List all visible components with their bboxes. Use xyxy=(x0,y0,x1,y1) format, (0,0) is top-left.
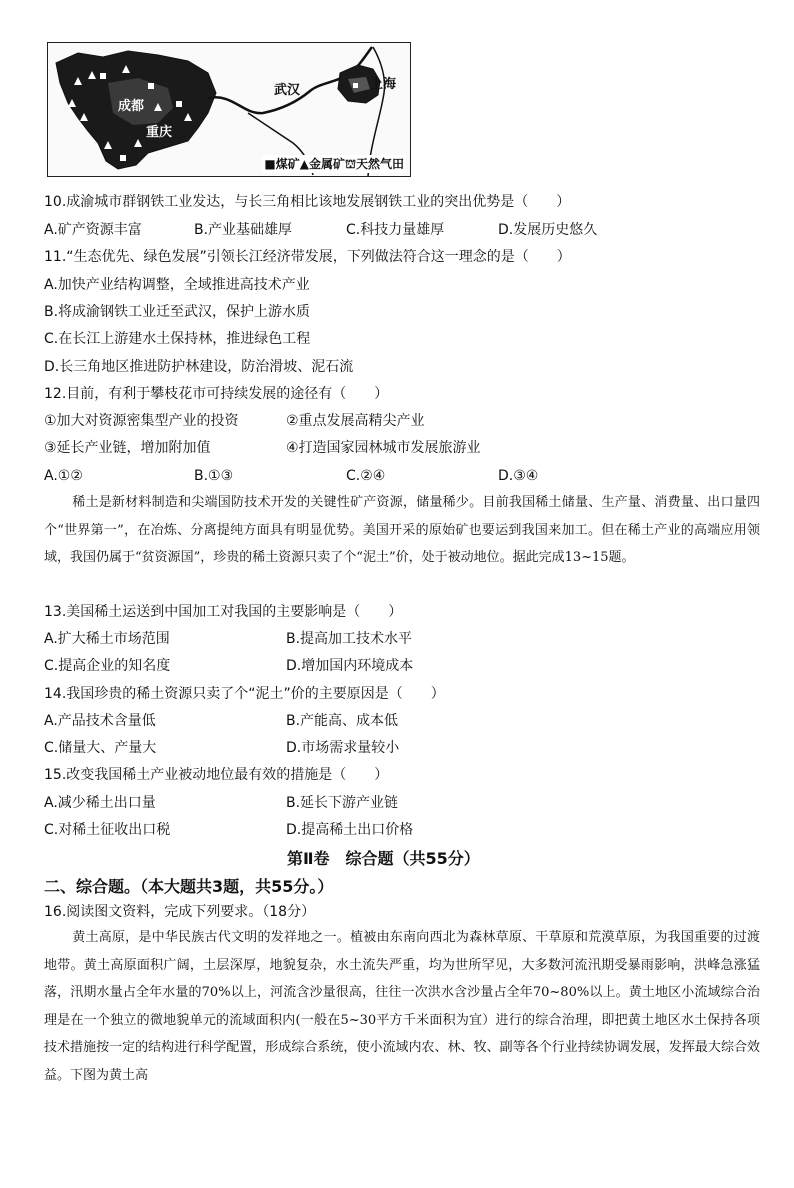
q12-statement-1: ①加大对资源密集型产业的投资 xyxy=(44,413,239,429)
q15-option-b: B.延长下游产业链 xyxy=(286,795,399,811)
map-label-chengdu: 成都 xyxy=(118,99,145,114)
q12-option-c: C.②④ xyxy=(346,468,386,484)
q10-option-b: B.产业基础雄厚 xyxy=(194,222,293,238)
q14-stem: 14.我国珍贵的稀土资源只卖了个“泥土”价的主要原因是（ ） xyxy=(44,686,445,702)
q16-stem: 16.阅读图文资料，完成下列要求。（18分） xyxy=(44,904,316,920)
q11-option-a: A.加快产业结构调整，全域推进高技术产业 xyxy=(44,277,310,293)
q11-option-b: B.将成渝钢铁工业迁至武汉，保护上游水质 xyxy=(44,304,311,320)
q12-option-d: D.③④ xyxy=(498,468,539,484)
q14-option-b: B.产能高、成本低 xyxy=(286,713,399,729)
q13-option-b: B.提高加工技术水平 xyxy=(286,631,413,647)
map-label-shanghai: 上海 xyxy=(370,77,397,92)
q12-statement-3: ③延长产业链，增加附加值 xyxy=(44,440,211,456)
q10-stem: 10.成渝城市群钢铁工业发达，与长三角相比该地发展钢铁工业的突出优势是（ ） xyxy=(44,194,571,210)
q15-option-d: D.提高稀土出口价格 xyxy=(286,822,414,838)
loess-plateau-passage xyxy=(44,924,760,1089)
rare-earth-passage xyxy=(44,489,760,572)
loess-plateau-passage-text: 黄土高原，是中华民族古代文明的发祥地之一。植被由东南向西北为森林草原、干草原和荒漠草原，为我国重要的过渡地带。黄土高原面积广阔，土层深厚，地貌复杂，水土流失严重，均为世所罕见，大多数河流汛期受暴雨影响，洪峰急涨猛落，汛期水量占全年水量的70%以上，河流含沙量很高，往往一次洪水含沙量占全年70~80%以上。黄土地区小流域综合治理是在一个独立的微地貌单元的流域面积内(一般在5~30平方千米面积为宜）进行的综合治理，即把黄土地区水土保持各项技术措施按一定的结构进行科学配置，形成综合系统，使小流域内农、林、牧、副等各个行业持续协调发展，发挥最大综合效益。下图为黄土高 xyxy=(44,930,760,1083)
q10-option-c: C.科技力量雄厚 xyxy=(346,222,445,238)
q12-option-b: B.①③ xyxy=(194,468,234,484)
q14-option-a: A.产品技术含量低 xyxy=(44,713,156,729)
q11-stem: 11.“生态优先、绿色发展”引领长江经济带发展，下列做法符合这一理念的是（ ） xyxy=(44,249,571,265)
q13-stem: 13.美国稀土运送到中国加工对我国的主要影响是（ ） xyxy=(44,604,403,620)
q15-option-a: A.减少稀土出口量 xyxy=(44,795,156,811)
map-legend: ■煤矿▲金属矿⛫天然气田 xyxy=(264,157,404,171)
section-2-title: 二、综合题。（本大题共3题，共55分。） xyxy=(44,877,334,896)
q10-option-a: A.矿产资源丰富 xyxy=(44,222,142,238)
q12-option-a: A.①② xyxy=(44,468,83,484)
q12-statement-2: ②重点发展高精尖产业 xyxy=(286,413,425,429)
q15-stem: 15.改变我国稀土产业被动地位最有效的措施是（ ） xyxy=(44,767,389,783)
q11-option-c: C.在长江上游建水土保持林，推进绿色工程 xyxy=(44,331,311,347)
q13-option-a: A.扩大稀土市场范围 xyxy=(44,631,170,647)
q15-option-c: C.对稀土征收出口税 xyxy=(44,822,171,838)
yangtze-resource-map xyxy=(47,42,411,177)
q13-option-d: D.增加国内环境成本 xyxy=(286,658,414,674)
map-label-wuhan: 武汉 xyxy=(274,83,301,98)
q14-option-d: D.市场需求量较小 xyxy=(286,740,400,756)
q12-statement-4: ④打造国家园林城市发展旅游业 xyxy=(286,440,481,456)
q11-option-d: D.长三角地区推进防护林建设，防治滑坡、泥石流 xyxy=(44,359,354,375)
q10-option-d: D.发展历史悠久 xyxy=(498,222,598,238)
part-2-title: 第Ⅱ卷 综合题（共55分） xyxy=(287,849,480,868)
map-label-chongqing: 重庆 xyxy=(146,125,173,140)
q12-stem: 12.目前，有利于攀枝花市可持续发展的途径有（ ） xyxy=(44,386,389,402)
rare-earth-passage-text: 稀土是新材料制造和尖端国防技术开发的关键性矿产资源，储量稀少。目前我国稀土储量、生产量、消费量、出口量四个“世界第一”，在冶炼、分离提纯方面具有明显优势。美国开采的原始矿也要运到我国来加工。但在稀土产业的高端应用领域，我国仍属于“贫资源国”，珍贵的稀土资源只卖了个“泥土”价，处于被动地位。据此完成13~15题。 xyxy=(44,495,760,565)
q13-option-c: C.提高企业的知名度 xyxy=(44,658,171,674)
q14-option-c: C.储量大、产量大 xyxy=(44,740,157,756)
